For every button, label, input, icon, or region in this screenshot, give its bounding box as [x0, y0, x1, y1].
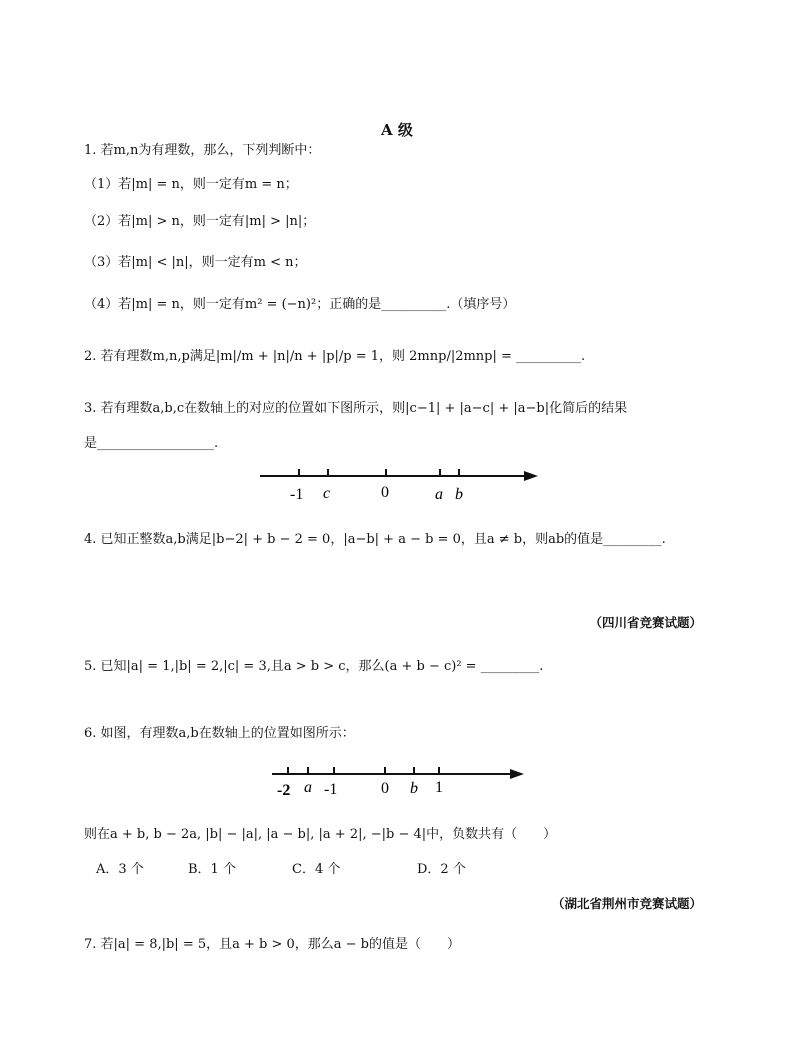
question-7: 7. 若|a| = 8,|b| = 5，且a + b > 0，那么a − b的值是（ ）: [84, 937, 461, 952]
question-1-item-2: （2）若|m| > n，则一定有|m| > |n|；: [84, 214, 316, 229]
label-b: b: [455, 486, 463, 503]
option-c: C．4 个: [292, 862, 341, 877]
question-6-stem: 6. 如图，有理数a,b在数轴上的位置如图所示：: [84, 726, 355, 741]
label-0: 0: [381, 484, 389, 501]
number-line-q3: [250, 462, 550, 504]
question-4: 4. 已知正整数a,b满足|b−2| + b − 2 = 0，|a−b| + a − b = 0，且a ≠ b，则ab的值是_________.: [84, 532, 666, 547]
number-line-q6: [262, 762, 532, 800]
question-2: 2. 若有理数m,n,p满足|m|/m + |n|/n + |p|/p = 1，则 2mnp/|2mnp| = __________.: [84, 349, 586, 364]
question-3-line-2: 是__________________.: [84, 436, 219, 451]
label-b: b: [410, 780, 418, 797]
option-d: D．2 个: [417, 862, 466, 877]
label-minus-2: -2: [277, 782, 291, 799]
label-1: 1: [435, 779, 443, 796]
question-3-line-1: 3. 若有理数a,b,c在数轴上的对应的位置如下图所示，则|c−1| + |a−c| + |a−b|化简后的结果: [84, 401, 628, 416]
question-1-item-4: （4）若|m| = n，则一定有m² = (−n)²；正确的是__________.（填序号）: [84, 297, 516, 312]
axis-arrow: [524, 471, 538, 481]
question-1-stem: 1. 若m,n为有理数，那么，下列判断中：: [84, 143, 321, 158]
question-6-question: 则在a + b, b − 2a, |b| − |a|, |a − b|, |a + 2|, −|b − 4|中，负数共有（ ）: [84, 827, 557, 842]
label-minus-1: -1: [324, 781, 338, 798]
question-1-item-3: （3）若|m| < |n|，则一定有m < n；: [84, 255, 307, 270]
question-5: 5. 已知|a| = 1,|b| = 2,|c| = 3,且a > b > c，那么(a + b − c)² = _________.: [84, 659, 544, 674]
label-a: a: [304, 779, 312, 796]
option-b: B．1 个: [188, 862, 236, 877]
label-c: c: [323, 485, 331, 502]
source-sichuan: （四川省竞赛试题）: [589, 615, 702, 630]
label-minus-1: -1: [290, 486, 304, 503]
axis-arrow: [510, 769, 524, 779]
source-hubei: （湖北省荆州市竞赛试题）: [551, 896, 702, 911]
question-1-item-1: （1）若|m| = n，则一定有m = n；: [84, 177, 298, 192]
option-a: A．3 个: [96, 862, 144, 877]
label-0: 0: [381, 780, 389, 797]
label-a: a: [435, 486, 443, 503]
section-title: A 级: [381, 121, 413, 139]
